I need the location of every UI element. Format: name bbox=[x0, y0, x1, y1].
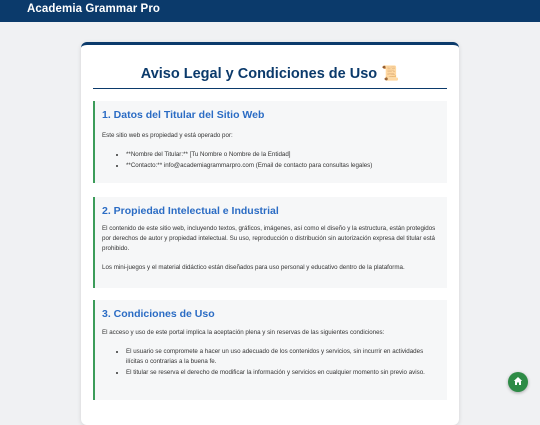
page-title: Aviso Legal y Condiciones de Uso 📜 bbox=[140, 66, 400, 82]
home-button[interactable] bbox=[508, 372, 528, 392]
title-divider bbox=[93, 88, 447, 89]
section-heading: 1. Datos del Titular del Sitio Web bbox=[102, 109, 265, 121]
section-list bbox=[102, 150, 438, 172]
top-navbar bbox=[0, 0, 540, 22]
brand-logo-text[interactable]: Academia Grammar Pro bbox=[27, 3, 161, 15]
section-heading: 2. Propiedad Intelectual e Industrial bbox=[102, 205, 279, 217]
list-item: • El titular se reserva el derecho de modificar la información y servicios en cualquier momento sin previo aviso. bbox=[126, 368, 438, 378]
list-item: • **Nombre del Titular:** [Tu Nombre o Nombre de la Entidad] bbox=[126, 150, 438, 160]
section-heading: 3. Condiciones de Uso bbox=[102, 308, 215, 320]
section-titular bbox=[93, 101, 447, 183]
legal-card bbox=[81, 42, 459, 425]
section-intro: El acceso y uso de este portal implica la aceptación plena y sin reservas de las siguientes condiciones: bbox=[102, 329, 385, 336]
list-item: • El usuario se compromete a hacer un uso adecuado de los contenidos y servicios, sin incurrir en actividades ilícitas o contrarias a la buena fe. bbox=[126, 347, 438, 367]
section-propiedad bbox=[93, 197, 447, 288]
section-paragraph: El contenido de este sitio web, incluyendo textos, gráficos, imágenes, así como el diseño y la estructura, están protegidos por derechos de autor y propiedad intelectual. Su uso, reproducción o distribución sin autorización expresa del titular está prohibido. bbox=[102, 225, 436, 252]
section-condiciones bbox=[93, 300, 447, 400]
section-intro: Este sitio web es propiedad y está operado por: bbox=[102, 132, 233, 139]
section-paragraph: Los mini-juegos y el material didáctico están diseñados para uso personal y educativo dentro de la plataforma. bbox=[102, 264, 405, 271]
list-item: • **Contacto:** info@academiagrammarpro.com (Email de contacto para consultas legales) bbox=[126, 161, 438, 171]
section-list bbox=[102, 347, 438, 379]
home-icon bbox=[513, 376, 523, 386]
